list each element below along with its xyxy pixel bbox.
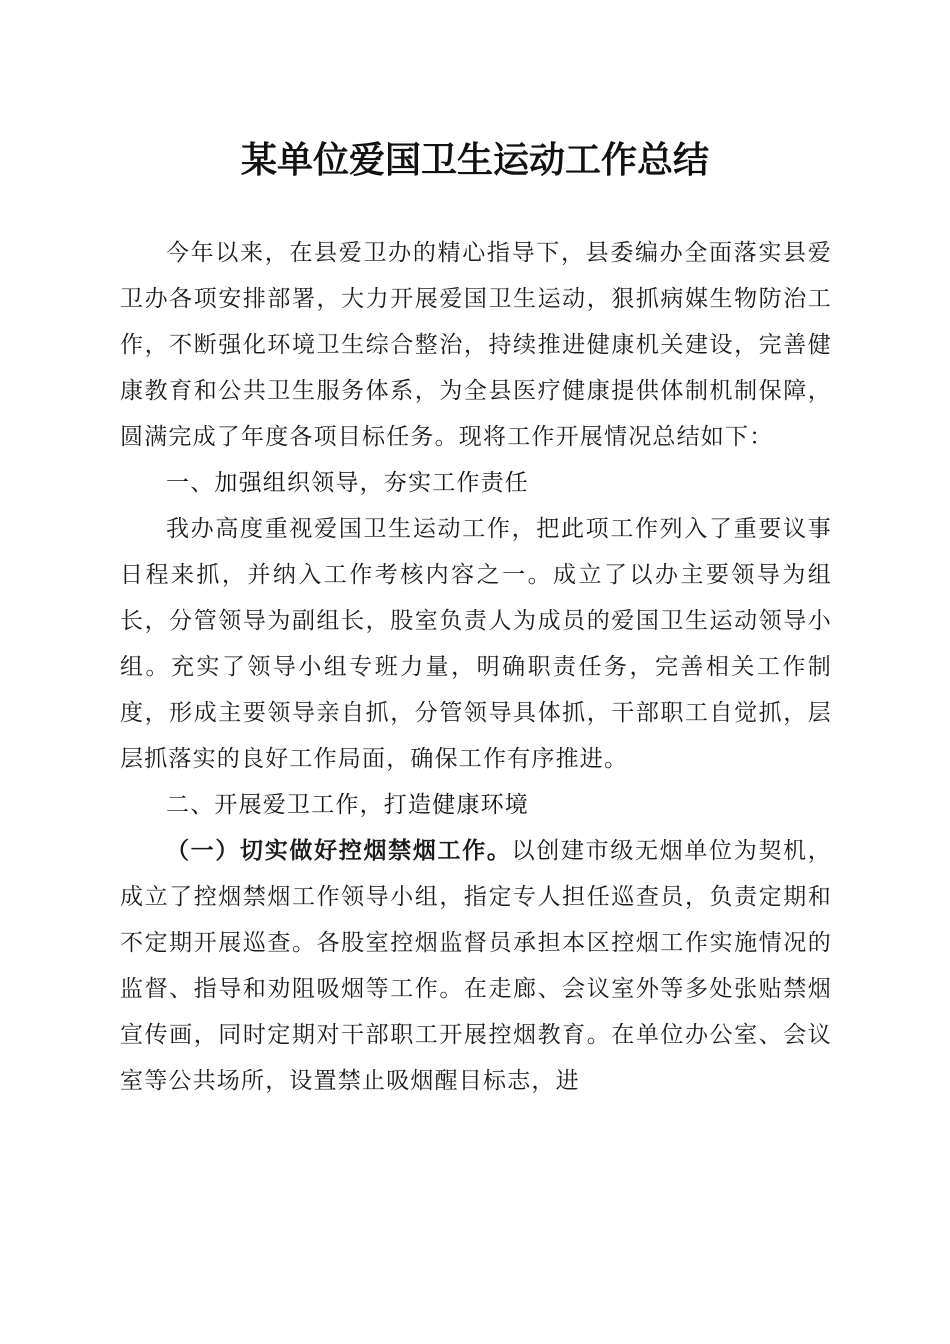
section-1-paragraph: 我办高度重视爱国卫生运动工作，把此项工作列入了重要议事日程来抓，并纳入工作考核内容之一。成立了以办主要领导为组长，分管领导为副组长，股室负责人为成员的爱国卫生运动领导小组。充实了领导小组专班力量，明确职责任务，完善相关工作制度，形成主要领导亲自抓，分管领导具体抓，干部职工自觉抓，层层抓落实的良好工作局面，确保工作有序推进。 — [120, 516, 832, 772]
subsection-1-paragraph — [120, 828, 832, 1104]
intro-paragraph: 今年以来，在县爱卫办的精心指导下，县委编办全面落实县爱卫办各项安排部署，大力开展爱国卫生运动，狠抓病媒生物防治工作，不断强化环境卫生综合整治，持续推进健康机关建设，完善健康教育和公共卫生服务体系，为全县医疗健康提供体制机制保障，圆满完成了年度各项目标任务。现将工作开展情况总结如下： — [120, 240, 832, 450]
subsection-1-body: 以创建市级无烟单位为契机，成立了控烟禁烟工作领导小组，指定专人担任巡查员，负责定期和不定期开展巡查。各股室控烟监督员承担本区控烟工作实施情况的监督、指导和劝阻吸烟等工作。在走廊、会议室外等多处张贴禁烟宣传画，同时定期对干部职工开展控烟教育。在单位办公室、会议室等公共场所，设置禁止吸烟醒目标志，进 — [120, 838, 832, 1094]
document-title: 某单位爱国卫生运动工作总结 — [240, 139, 709, 181]
section-2-heading: 二、开展爱卫工作，打造健康环境 — [166, 792, 529, 818]
section-1-heading: 一、加强组织领导，夯实工作责任 — [166, 470, 529, 496]
document-body — [120, 230, 832, 1104]
subsection-1-lead: （一）切实做好控烟禁烟工作。 — [166, 837, 512, 864]
